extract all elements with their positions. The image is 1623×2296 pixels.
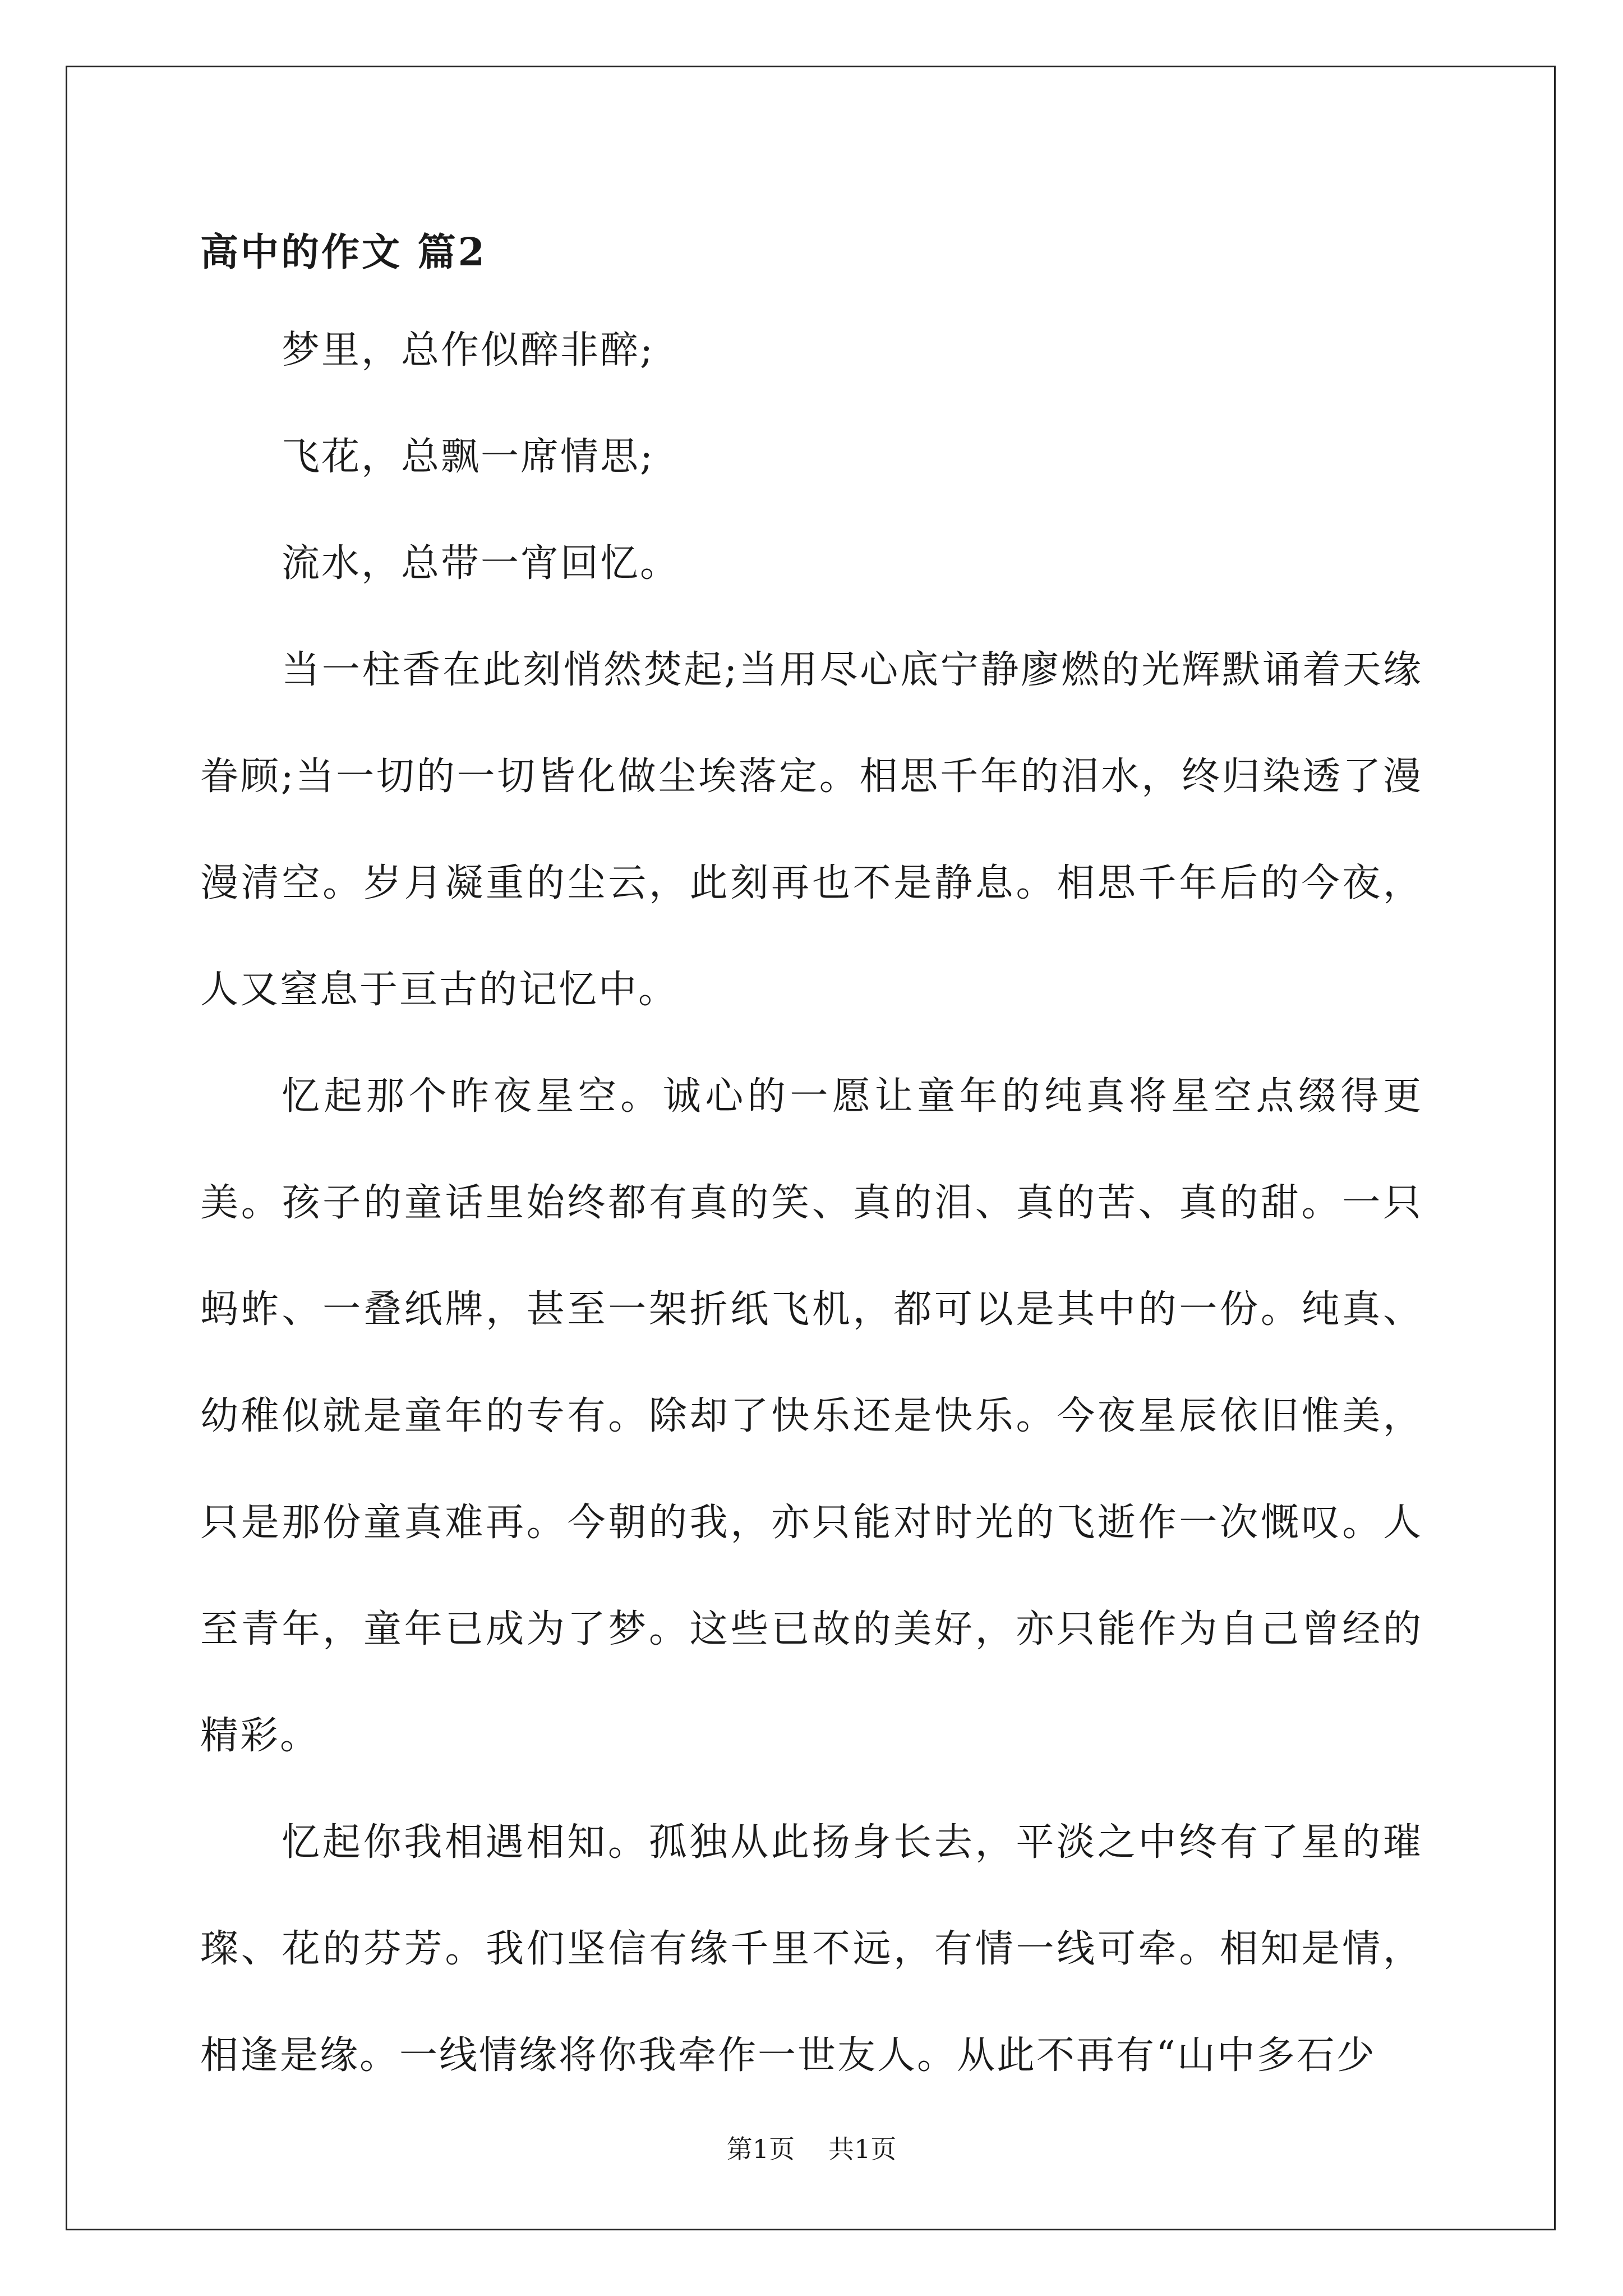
document-body [200, 213, 1423, 2109]
page-footer [0, 2129, 1623, 2166]
paragraph: 流水，总带一宵回忆。 [282, 541, 680, 586]
paragraph: 忆起你我相遇相知。孤独从此扬身长去，平淡之中终有了星的璀璨、花的芬芳。我们坚信有缘千里不远，有情一线可牵。相知是情，相逢是缘。一线情缘将你我牵作一世友人。从此不再有“山中多石少 [200, 1820, 1423, 2078]
paragraph: 当一柱香在此刻悄然焚起;当用尽心底宁静廖燃的光辉默诵着天缘眷顾;当一切的一切皆化做尘埃落定。相思千年的泪水，终归染透了漫漫清空。岁月凝重的尘云，此刻再也不是静息。相思千年后的今夜，人又窒息于亘古的记忆中。 [200, 648, 1423, 1012]
paragraph: 梦里，总作似醉非醉; [282, 328, 654, 372]
document-title: 高中的作文 篇2 [200, 230, 487, 275]
page-total: 共1页 [828, 2134, 897, 2164]
paragraph: 飞花，总飘一席情思; [282, 435, 654, 479]
paragraph: 忆起那个昨夜星空。诚心的一愿让童年的纯真将星空点缀得更美。孩子的童话里始终都有真的笑、真的泪、真的苦、真的甜。一只蚂蚱、一叠纸牌，甚至一架折纸飞机，都可以是其中的一份。纯真、幼稚似就是童年的专有。除却了快乐还是快乐。今夜星辰依旧惟美，只是那份童真难再。今朝的我，亦只能对时光的飞逝作一次慨叹。人至青年，童年已成为了梦。这些已故的美好，亦只能作为自己曾经的精彩。 [200, 1074, 1423, 1758]
page-number: 第1页 [726, 2134, 795, 2164]
